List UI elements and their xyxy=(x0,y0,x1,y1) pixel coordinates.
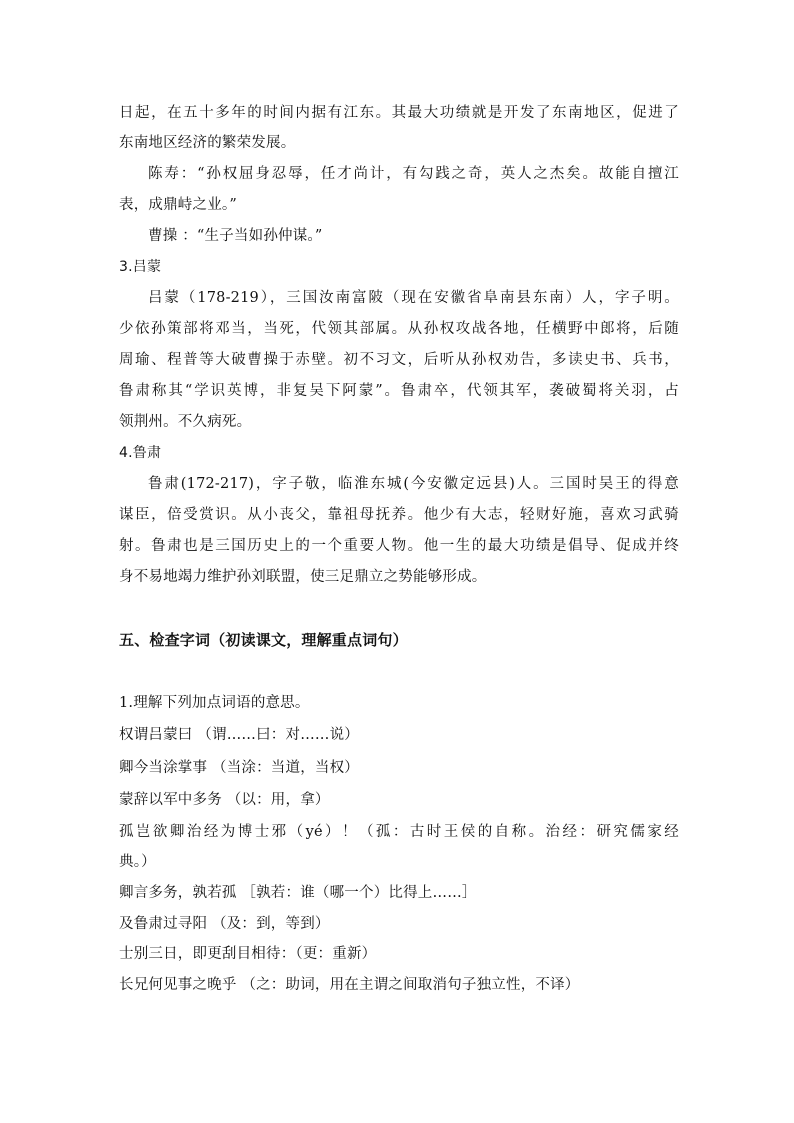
paragraph-line: 吕蒙（178-219），三国汝南富陂（现在安徽省阜南县东南）人，字子明。 xyxy=(148,290,679,306)
vocab-item: 长兄何见事之晚乎 （之：助词，用在主谓之间取消句子独立性，不译） xyxy=(119,977,580,993)
paragraph-line: 身不易地竭力维护孙刘联盟，使三足鼎立之势能够形成。 xyxy=(119,569,487,585)
paragraph-line: 鲁肃(172-217)，字子敬，临淮东城(今安徽定远县)人。三国时吴王的得意 xyxy=(148,476,679,492)
paragraph-line: 东南地区经济的繁荣发展。 xyxy=(119,135,296,151)
quote-line: 曹操 ：“生子当如孙仲谋。” xyxy=(148,228,323,244)
paragraph-line: 日起，在五十多年的时间内据有江东。其最大功绩就是开发了东南地区，促进了 xyxy=(119,105,679,121)
vocab-item: 典。） xyxy=(119,854,156,870)
vocab-item: 卿言多务，孰若孤 ［孰若：谁（哪一个）比得上……］ xyxy=(119,885,477,901)
vocab-item: 蒙辞以军中多务 （以：用，拿） xyxy=(119,792,330,808)
section-title: 五、检查字词（初读课文，理解重点词句） xyxy=(119,631,408,649)
question-line: 1.理解下列加点词语的意思。 xyxy=(119,695,310,711)
paragraph-line: 周瑜、程普等大破曹操于赤壁。初不习文，后听从孙权劝告，多读史书、兵书， xyxy=(119,352,679,368)
paragraph-line: 领荆州。不久病死。 xyxy=(119,414,252,430)
vocab-item: 孤岂欲卿治经为博士邪（yé）！（孤：古时王侯的自称。治经：研究儒家经 xyxy=(119,824,679,840)
vocab-item: 卿今当涂掌事 （当涂：当道，当权） xyxy=(119,760,360,776)
vocab-item: 及鲁肃过寻阳 （及：到，等到） xyxy=(119,916,330,932)
quote-line: 陈寿：“孙权屈身忍辱，任才尚计，有勾践之奇，英人之杰矣。故能自擅江 xyxy=(148,166,679,182)
paragraph-line: 少依孙策部将邓当，当死，代领其部属。从孙权攻战各地，任横野中郎将，后随 xyxy=(119,321,679,337)
subheading-lvmeng: 3.吕蒙 xyxy=(119,259,162,275)
paragraph-line: 谋臣，倍受赏识。从小丧父，靠祖母抚养。他少有大志，轻财好施，喜欢习武骑 xyxy=(119,507,679,523)
paragraph-line: 鲁肃称其“学识英博，非复吴下阿蒙”。鲁肃卒，代领其军，袭破蜀将关羽，占 xyxy=(119,383,679,399)
vocab-item: 士别三日，即更刮目相待：（更：重新） xyxy=(119,946,377,962)
vocab-item: 权谓吕蒙曰 （谓……曰：对……说） xyxy=(119,727,360,743)
quote-line: 表，成鼎峙之业。” xyxy=(119,197,237,213)
paragraph-line: 射。鲁肃也是三国历史上的一个重要人物。他一生的最大功绩是倡导、促成并终 xyxy=(119,538,679,554)
subheading-lusu: 4.鲁肃 xyxy=(119,445,162,461)
